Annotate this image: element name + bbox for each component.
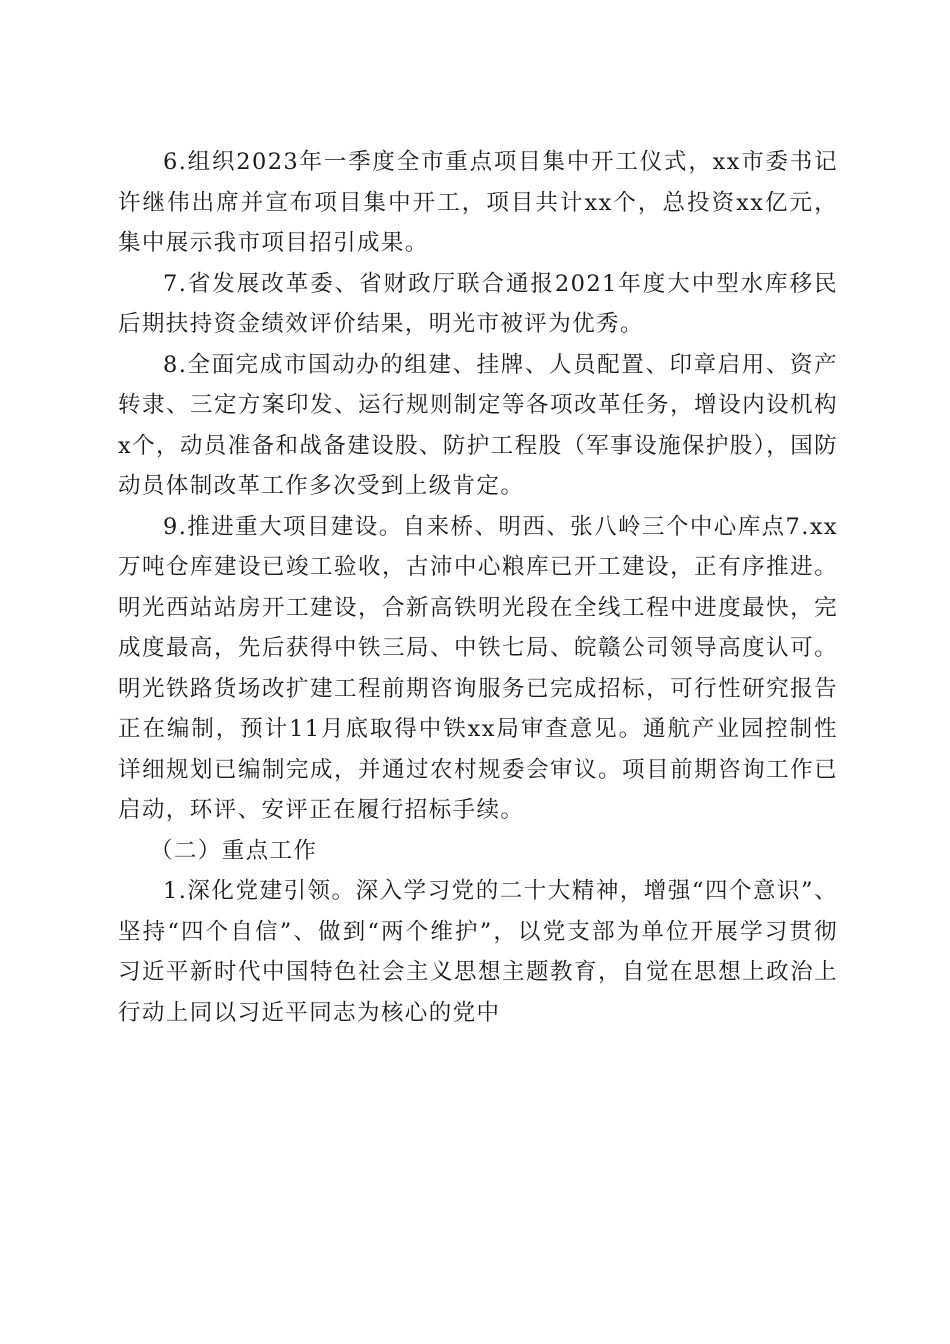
document-body bbox=[118, 142, 838, 1033]
section-heading: （二）重点工作 bbox=[150, 837, 318, 864]
paragraph-item-8: 8.全面完成市国动办的组建、挂牌、人员配置、印章启用、资产转隶、三定方案印发、运行规则制定等各项改革任务，增设内设机构x个，动员准备和战备建设股、防护工程股（军事设施保护股），国防动员体制改革工作多次受到上级肯定。 bbox=[118, 351, 838, 499]
paragraph-key-work-1: 1.深化党建引领。深入学习党的二十大精神，增强“四个意识”、坚持“四个自信”、做到“两个维护”，以党支部为单位开展学习贯彻习近平新时代中国特色社会主义思想主题教育，自觉在思想上政治上行动上同以习近平同志为核心的党中 bbox=[118, 878, 838, 1026]
paragraph-item-7: 7.省发展改革委、省财政厅联合通报2021年度大中型水库移民后期扶持资金绩效评价结果，明光市被评为优秀。 bbox=[118, 270, 838, 337]
paragraph-item-9: 9.推进重大项目建设。自来桥、明西、张八岭三个中心库点7.xx万吨仓库建设已竣工验收，古沛中心粮库已开工建设，正有序推进。明光西站站房开工建设，合新高铁明光段在全线工程中进度最快，完成度最高，先后获得中铁三局、中铁七局、皖赣公司领导高度认可。明光铁路货场改扩建工程前期咨询服务已完成招标，可行性研究报告正在编制，预计11月底取得中铁xx局审查意见。通航产业园控制性详细规划已编制完成，并通过农村规委会审议。项目前期咨询工作已启动，环评、安评正在履行招标手续。 bbox=[118, 513, 838, 823]
paragraph-item-6: 6.组织2023年一季度全市重点项目集中开工仪式，xx市委书记许继伟出席并宣布项目集中开工，项目共计xx个，总投资xx亿元，集中展示我市项目招引成果。 bbox=[118, 149, 838, 256]
